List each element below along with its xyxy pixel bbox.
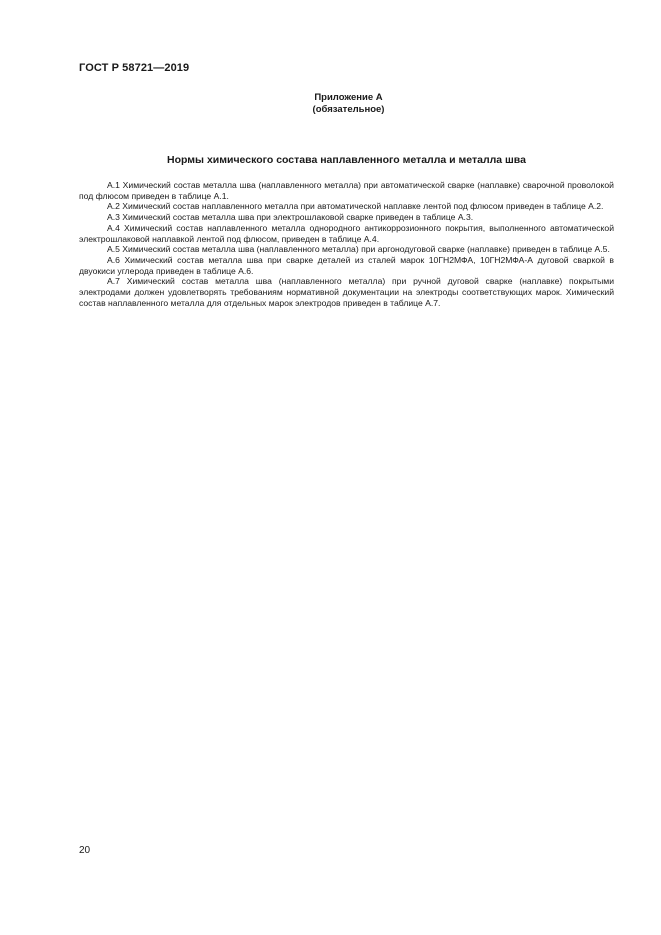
paragraph-a1: А.1 Химический состав металла шва (наплавленного металла) при автоматической сварке (наплавке) сварочной проволокой под флюсом приведен в таблице А.1.	[79, 180, 614, 201]
section-title: Нормы химического состава наплавленного металла и металла шва	[167, 154, 526, 166]
paragraph-a4: А.4 Химический состав наплавленного металла однородного антикоррозионного покрытия, выполненного автоматической электрошлаковой наплавкой лентой под флюсом, приведен в таблице А.4.	[79, 222, 614, 244]
paragraph-a5: А.5 Химический состав металла шва (наплавленного металла) при аргонодуговой сварке (наплавке) приведен в таблице А.5.	[107, 244, 610, 255]
paragraph-a3: А.3 Химический состав металла шва при электрошлаковой сварке приведен в таблице А.3.	[107, 212, 474, 223]
appendix-heading	[0, 92, 661, 116]
paragraph-a6: А.6 Химический состав металла шва при сварке деталей из сталей марок 10ГН2МФА, 10ГН2МФА-А дуговой сваркой в двуокиси углерода приведен в таблице А.6.	[79, 254, 614, 276]
paragraph-a2: А.2 Химический состав наплавленного металла при автоматической наплавке лентой под флюсом приведен в таблице А.2.	[107, 201, 604, 212]
appendix-title: Приложение А	[314, 92, 383, 103]
appendix-status: (обязательное)	[312, 104, 385, 115]
page-number: 20	[79, 845, 91, 856]
body-text	[79, 180, 614, 308]
document-code: ГОСТ Р 58721—2019	[79, 62, 190, 74]
paragraph-a7: А.7 Химический состав металла шва (наплавленного металла) при ручной дуговой сварке (наплавке) покрытыми электродами должен удовлетворять требованиям нормативной документации на электроды соответствующих марок. Химический состав наплавленного металла для отдельных марок электродов приведен в таблице А.7.	[79, 276, 614, 308]
